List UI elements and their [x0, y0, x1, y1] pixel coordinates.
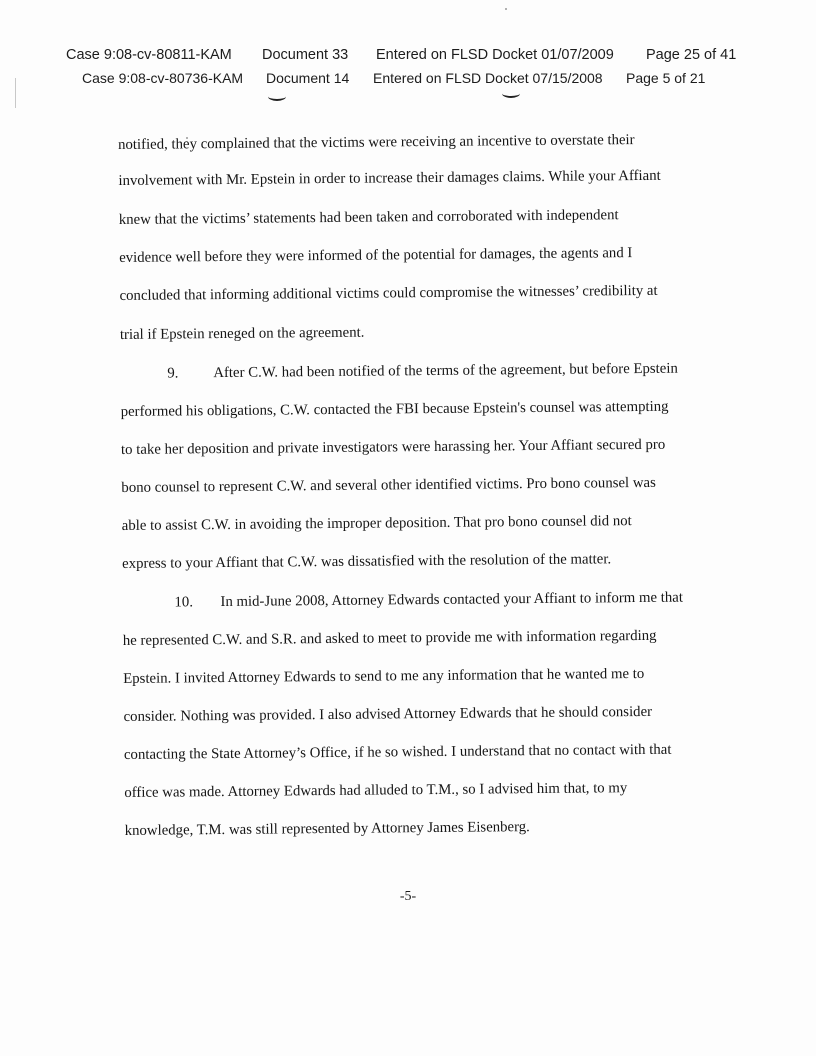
body-line: bono counsel to represent C.W. and several other identified victims. Pro bono counsel was [121, 474, 656, 496]
header-document-1: Document 33 [262, 47, 349, 63]
body-line: consider. Nothing was provided. I also advised Attorney Edwards that he should consider [123, 703, 653, 725]
body-line: evidence well before they were informed of the potential for damages, the agents and I [119, 245, 633, 266]
body-line: Epstein. I invited Attorney Edwards to send to me any information that he wanted me to [123, 665, 645, 687]
page-number: -5- [399, 889, 417, 904]
body-line: performed his obligations, C.W. contacted the FBI because Epstein's counsel was attempting [120, 398, 669, 420]
paragraph-number-9: 9. [167, 365, 179, 382]
body-line: trial if Epstein reneged on the agreement. [119, 324, 365, 343]
header-entered-2: Entered on FLSD Docket 07/15/2008 [373, 70, 603, 86]
paragraph-number-10: 10. [174, 594, 194, 611]
header-page-2: Page 5 of 21 [626, 70, 706, 86]
body-line: concluded that informing additional victims could compromise the witnesses’ credibility at [119, 282, 658, 304]
body-line: knowledge, T.M. was still represented by Attorney James Eisenberg. [124, 819, 530, 839]
paragraph-9-first-line [167, 360, 678, 383]
paragraph-10-first-line [174, 589, 683, 612]
scan-speck [505, 8, 507, 10]
body-line: After C.W. had been notified of the terms of the agreement, but before Epstein [213, 360, 678, 382]
header-case-number-1: Case 9:08-cv-80811-KAM [66, 47, 232, 63]
header-page-1: Page 25 of 41 [646, 47, 737, 63]
body-line: involvement with Mr. Epstein in order to increase their damages claims. While your Affiant [118, 167, 661, 189]
header-entered-1: Entered on FLSD Docket 01/07/2009 [376, 47, 614, 63]
body-line: office was made. Attorney Edwards had alluded to T.M., so I advised him that, to my [124, 780, 628, 801]
stamp-mark-left [268, 92, 286, 101]
body-line: contacting the State Attorney’s Office, if he so wished. I understand that no contact with that [123, 741, 672, 763]
body-line: notified, they complained that the victims were receiving an incentive to overstate their [118, 132, 635, 153]
affidavit-body [118, 130, 698, 839]
header-case-number-2: Case 9:08-cv-80736-KAM [82, 70, 244, 86]
stamp-mark-right [502, 89, 520, 98]
body-line: he represented C.W. and S.R. and asked to meet to provide me with information regarding [122, 627, 657, 649]
header-document-2: Document 14 [266, 70, 350, 86]
body-line: to take her deposition and private investigators were harassing her. Your Affiant secured pro [120, 436, 666, 458]
body-line: able to assist C.W. in avoiding the improper deposition. That pro bono counsel did not [121, 513, 632, 534]
body-line: knew that the victims’ statements had been taken and corroborated with independent [118, 207, 619, 228]
body-line: In mid-June 2008, Attorney Edwards contacted your Affiant to inform me that [220, 589, 683, 611]
body-line: express to your Affiant that C.W. was dissatisfied with the resolution of the matter. [122, 551, 612, 572]
scan-edge-mark [15, 78, 16, 108]
